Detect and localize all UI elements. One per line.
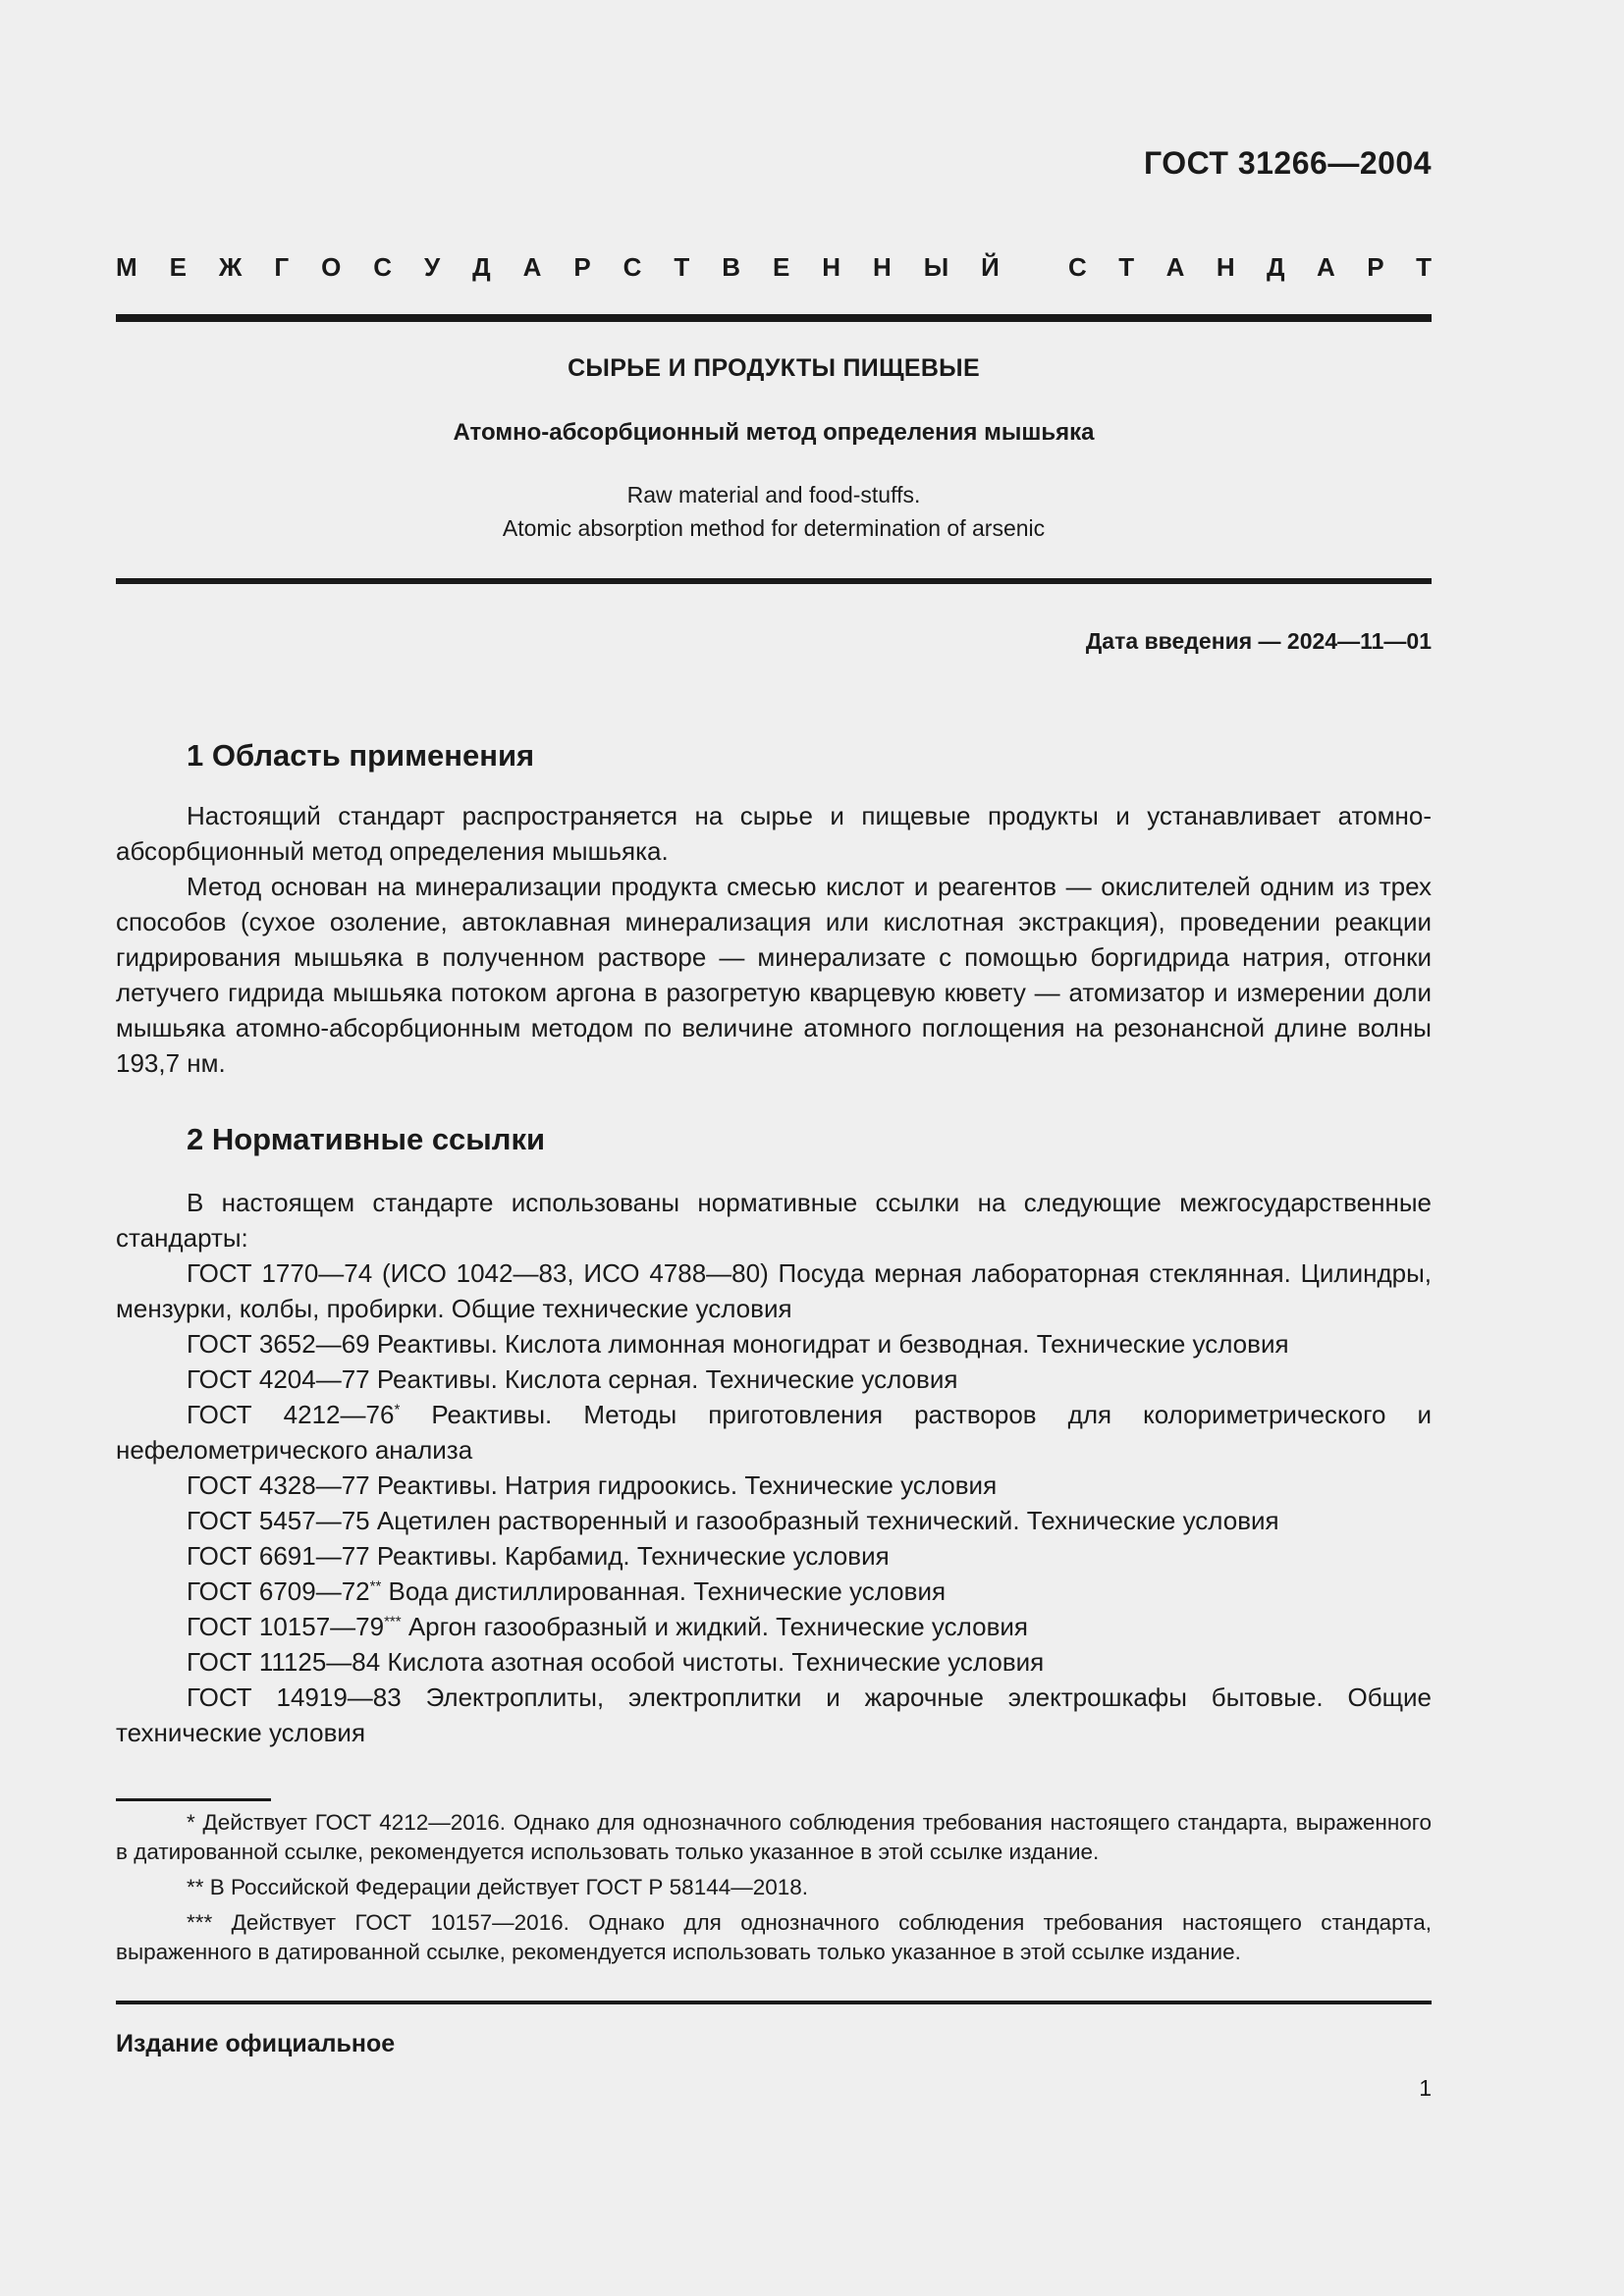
footnote (116, 1808, 1432, 1867)
reference-title: Аргон газообразный и жидкий. Технические условия (401, 1612, 1028, 1641)
reference-title: Электроплиты, электроплитки и жарочные электрошкафы бытовые. Общие технические условия (116, 1682, 1432, 1747)
spaced-letter: Д (1267, 252, 1285, 282)
footnote-text: В Российской Федерации действует ГОСТ Р 58144—2018. (203, 1875, 809, 1899)
category-word-standard (1068, 252, 1432, 283)
normative-reference (116, 1574, 1432, 1609)
reference-title: Ацетилен растворенный и газообразный технический. Технические условия (369, 1506, 1279, 1535)
reference-title: Реактивы. Методы приготовления растворов для колориметрического и нефелометрического анализа (116, 1400, 1433, 1465)
reference-code: ГОСТ 4204—77 (187, 1364, 370, 1394)
spaced-letter: Р (573, 252, 591, 282)
introduction-date: Дата введения — 2024—11—01 (1085, 628, 1432, 654)
reference-code: ГОСТ 5457—75 (187, 1506, 370, 1535)
spaced-letter: Н (1216, 252, 1235, 282)
spaced-letter: А (1317, 252, 1335, 282)
section-2-body (116, 1185, 1432, 1750)
spaced-letter: А (1165, 252, 1185, 282)
spaced-letter: С (1068, 252, 1087, 282)
reference-code: ГОСТ 4328—77 (187, 1470, 370, 1500)
section-1-heading: 1 Область применения (187, 738, 535, 773)
section-1-paragraph: Метод основан на минерализации продукта смесью кислот и реагентов — окислителей одним из трех способов (сухое озоление, автоклавная минерализация или кислотная экстракция), проведении реакции гидрирования мышьяка в полученном растворе — минерализате с помощью боргидрида натрия, отгонки летучего гидрида мышьяка потоком аргона в разогретую кварцевую кювету — атомизатор и измерении доли мышьяка атомно-абсорбционным методом по величине атомного поглощения на резонансной длине волны 193,7 нм. (116, 872, 1432, 1078)
spaced-letter: Р (1367, 252, 1384, 282)
normative-reference (116, 1255, 1432, 1326)
spaced-letter: Д (472, 252, 491, 282)
normative-reference (116, 1609, 1432, 1644)
footnote-mark: *** (187, 1910, 213, 1935)
reference-code: ГОСТ 10157—79 (187, 1612, 385, 1641)
spaced-letter: Н (873, 252, 892, 282)
footnote-mark: ** (187, 1875, 204, 1899)
section-2-heading: 2 Нормативные ссылки (187, 1122, 546, 1156)
footnotes (116, 1808, 1432, 1973)
normative-reference (116, 1326, 1432, 1362)
spaced-letter: Т (1118, 252, 1135, 282)
spaced-letter: В (722, 252, 741, 282)
section-2-intro: В настоящем стандарте использованы нормативные ссылки на следующие межгосударственные стандарты: (116, 1188, 1432, 1253)
page-number: 1 (1419, 2075, 1432, 2101)
spaced-letter: Ж (218, 252, 243, 282)
document-subtitle: Атомно-абсорбционный метод определения мышьяка (453, 419, 1095, 446)
spaced-letter: Т (674, 252, 690, 282)
reference-title: Реактивы. Натрия гидроокись. Технические условия (369, 1470, 998, 1500)
footnote-separator (116, 1798, 271, 1801)
normative-reference (116, 1644, 1432, 1680)
footnote-text: Действует ГОСТ 4212—2016. Однако для однозначного соблюдения требования настоящего стандарта, выраженного в датированной ссылке, рекомендуется использовать только указанное в этой ссылке издание. (116, 1810, 1432, 1864)
section-1-body (116, 798, 1432, 1081)
reference-code: ГОСТ 14919—83 (187, 1682, 402, 1712)
footnote (116, 1873, 1432, 1902)
normative-reference (116, 1397, 1432, 1468)
reference-mark: *** (384, 1613, 402, 1630)
standard-category (116, 252, 1432, 283)
english-title-line-1: Raw material and food-stuffs. (626, 482, 921, 507)
reference-code: ГОСТ 11125—84 (187, 1647, 381, 1677)
reference-title: Кислота азотная особой чистоты. Технические условия (380, 1647, 1045, 1677)
reference-title: Реактивы. Кислота серная. Технические условия (369, 1364, 958, 1394)
footer-rule (116, 2001, 1432, 2004)
english-title (116, 478, 1432, 545)
reference-title: Реактивы. Карбамид. Технические условия (369, 1541, 890, 1571)
spaced-letter: Ы (923, 252, 949, 282)
category-word-interstate (116, 252, 1000, 283)
spaced-letter: О (321, 252, 342, 282)
reference-title: Реактивы. Кислота лимонная моногидрат и безводная. Технические условия (369, 1329, 1289, 1359)
reference-mark: * (394, 1401, 401, 1418)
spaced-letter: Н (822, 252, 841, 282)
reference-code: ГОСТ 4212—76 (187, 1400, 395, 1429)
english-title-line-2: Atomic absorption method for determination of arsenic (502, 515, 1046, 541)
spaced-letter: С (623, 252, 642, 282)
reference-code: ГОСТ 6709—72 (187, 1576, 370, 1606)
normative-reference (116, 1362, 1432, 1397)
footnote-mark: * (187, 1810, 195, 1835)
top-rule (116, 314, 1432, 322)
document-code: ГОСТ 31266—2004 (1143, 145, 1432, 181)
spaced-letter: Т (1416, 252, 1432, 282)
spaced-letter: Г (274, 252, 290, 282)
spaced-letter: У (424, 252, 441, 282)
normative-reference (116, 1468, 1432, 1503)
reference-mark: ** (369, 1577, 382, 1595)
official-edition-label: Издание официальное (116, 2030, 396, 2057)
reference-title: (ИСО 1042—83, ИСО 4788—80) Посуда мерная лабораторная стеклянная. Цилиндры, мензурки, колбы, пробирки. Общие технические условия (116, 1258, 1432, 1323)
document-page (116, 0, 1432, 2296)
normative-reference (116, 1503, 1432, 1538)
spaced-letter: Й (981, 252, 1000, 282)
spaced-letter: С (373, 252, 393, 282)
section-1-paragraph: Настоящий стандарт распространяется на сырье и пищевые продукты и устанавливает атомно-абсорбционный метод определения мышьяка. (116, 801, 1432, 866)
spaced-letter: Е (169, 252, 187, 282)
footnote (116, 1908, 1432, 1967)
normative-reference (116, 1680, 1432, 1750)
footnote-text: Действует ГОСТ 10157—2016. Однако для однозначного соблюдения требования настоящего стандарта, выраженного в датированной ссылке, рекомендуется использовать только указанное в этой ссылке издание. (116, 1910, 1432, 1964)
document-title: СЫРЬЕ И ПРОДУКТЫ ПИЩЕВЫЕ (568, 354, 980, 382)
title-bottom-rule (116, 578, 1432, 584)
reference-code: ГОСТ 3652—69 (187, 1329, 370, 1359)
spaced-letter: М (116, 252, 137, 282)
reference-code: ГОСТ 6691—77 (187, 1541, 370, 1571)
spaced-letter: А (522, 252, 542, 282)
reference-code: ГОСТ 1770—74 (187, 1258, 373, 1288)
reference-title: Вода дистиллированная. Технические условия (381, 1576, 947, 1606)
normative-reference (116, 1538, 1432, 1574)
spaced-letter: Е (772, 252, 790, 282)
